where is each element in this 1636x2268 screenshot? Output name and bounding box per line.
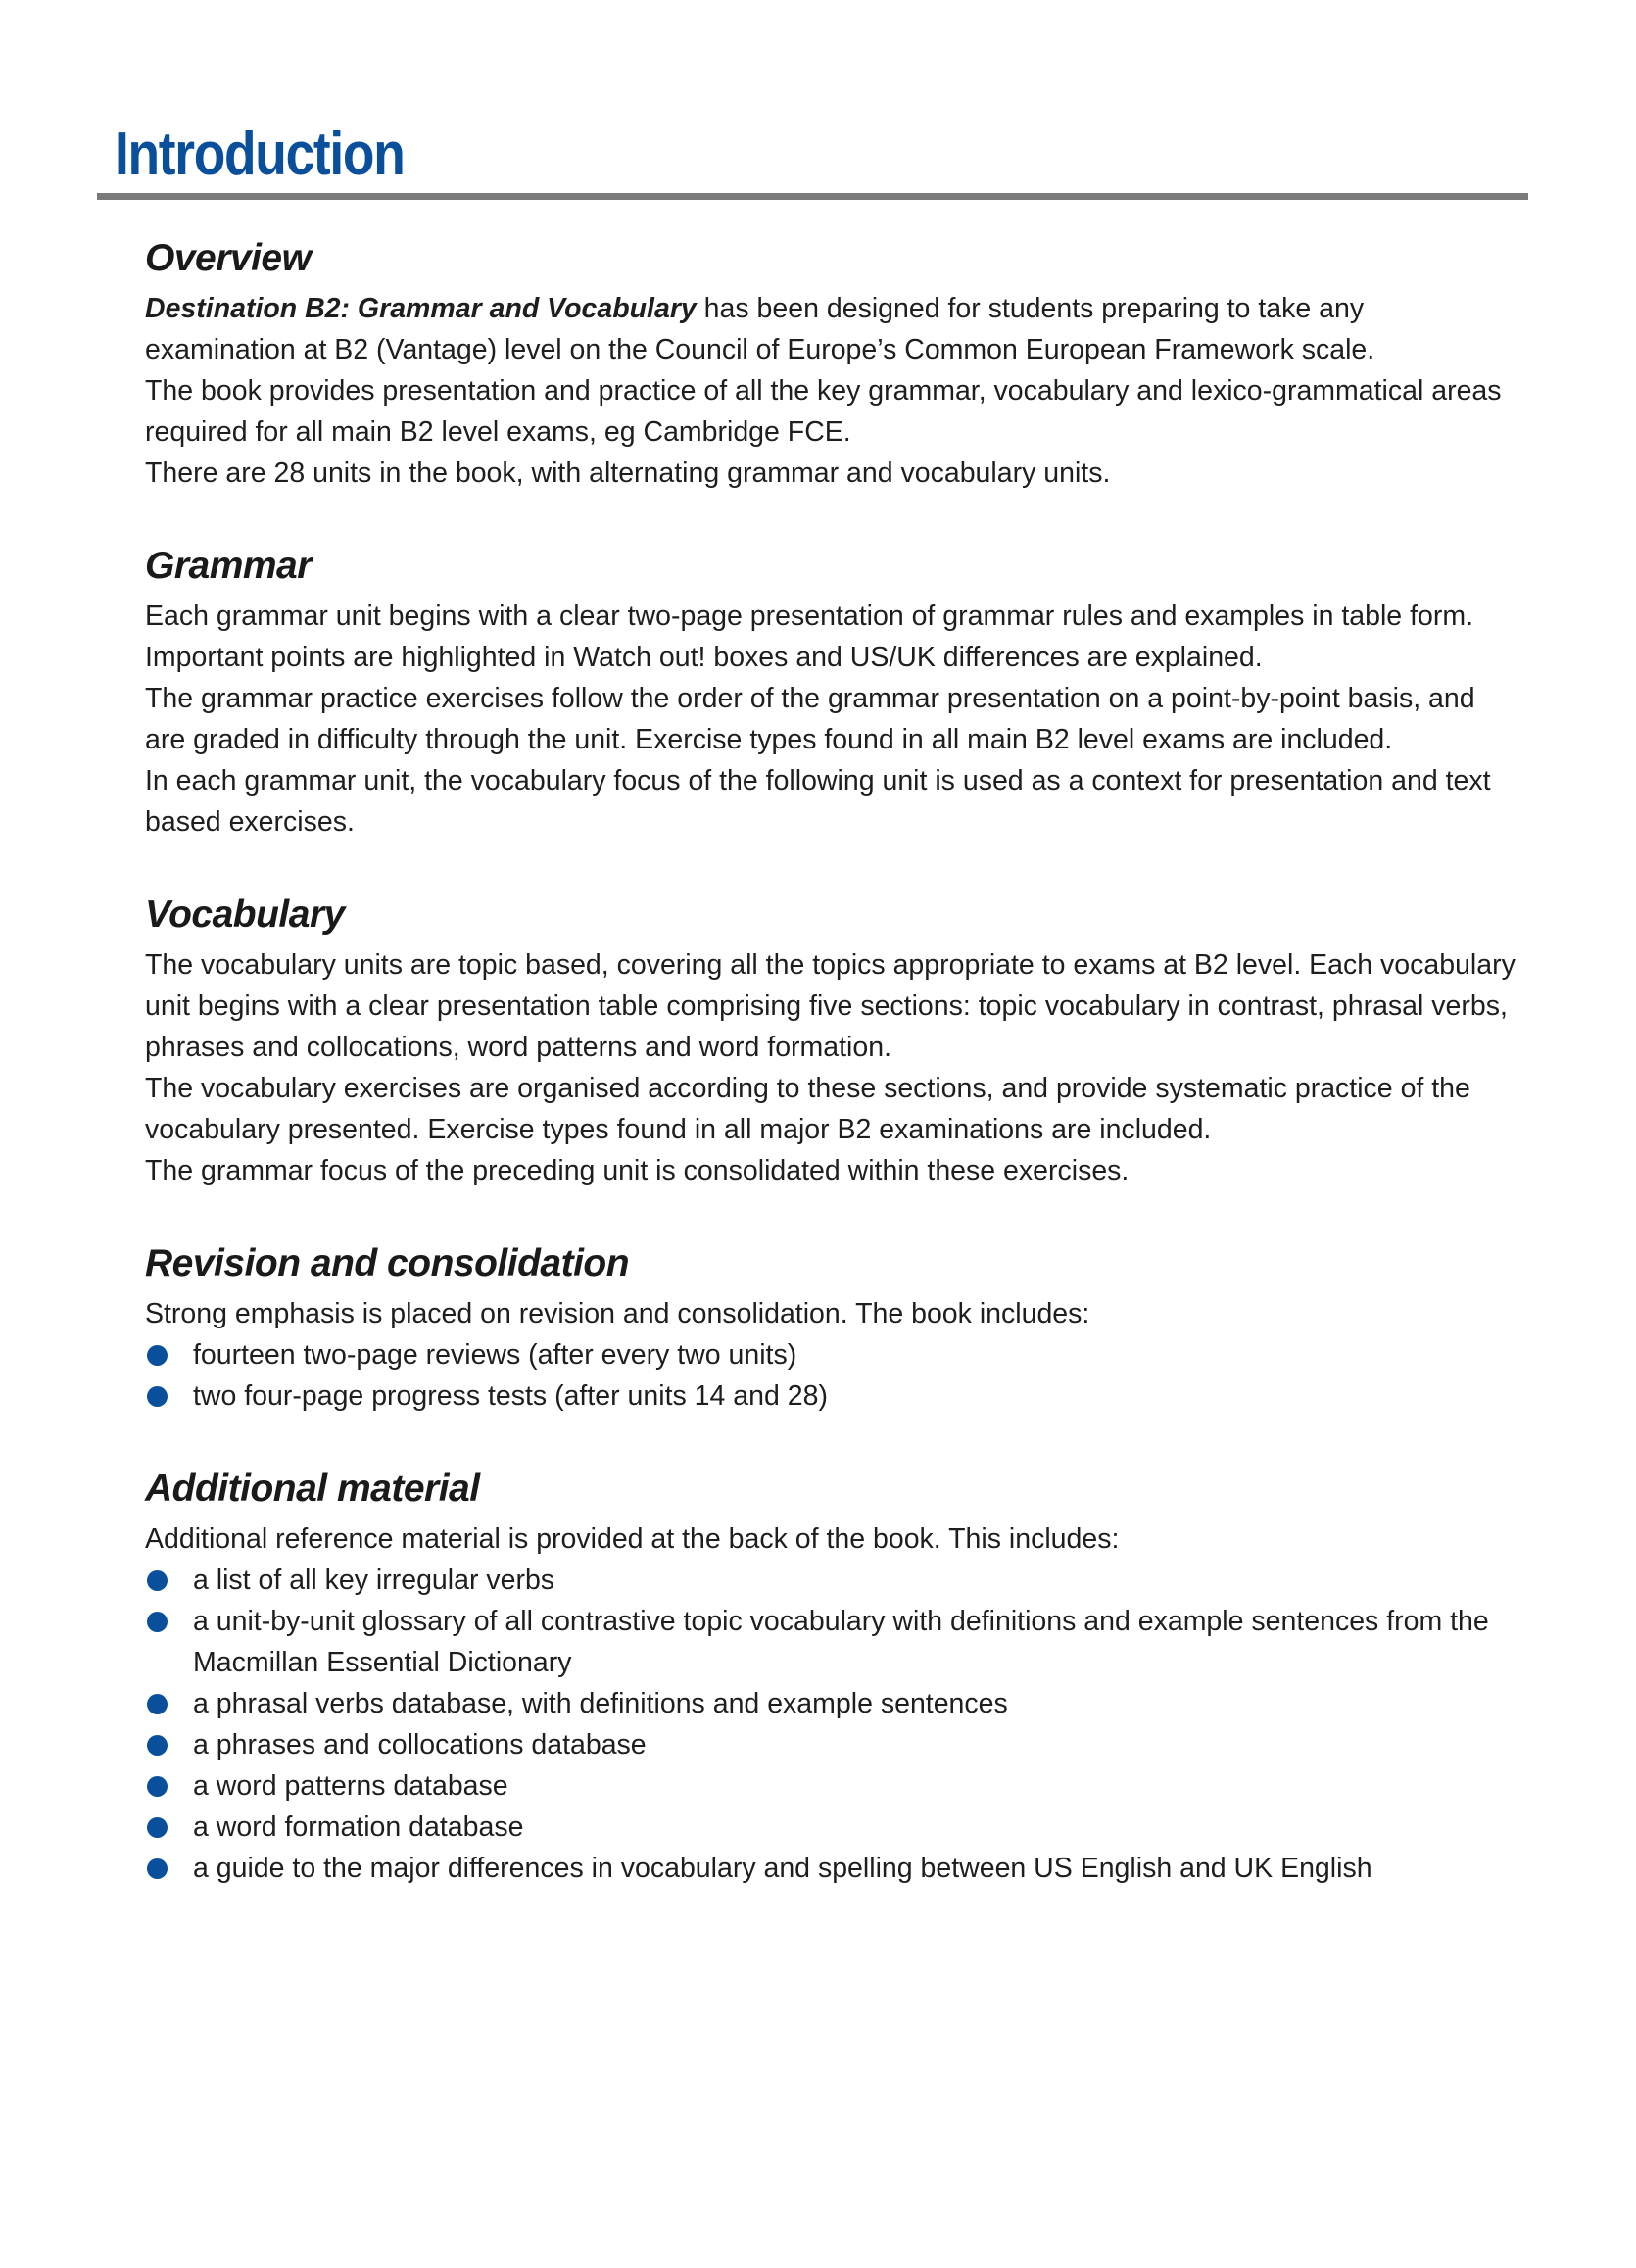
bullet-dot-icon	[147, 1858, 168, 1879]
bullet-dot-icon	[147, 1386, 168, 1407]
section-heading-additional-material: Additional material	[145, 1468, 480, 1510]
list-item: a phrasal verbs database, with definitions and example sentences	[145, 1683, 1516, 1724]
overview-paragraph-1	[145, 288, 1516, 370]
section-heading-overview: Overview	[145, 237, 312, 279]
bullet-dot-icon	[147, 1612, 168, 1632]
section-heading-grammar: Grammar	[145, 545, 312, 587]
additional-bullet-list	[145, 1560, 1516, 1889]
section-heading-vocabulary: Vocabulary	[145, 893, 345, 936]
section-grammar	[145, 541, 1516, 843]
list-item: a word formation database	[145, 1807, 1516, 1848]
list-item: two four-page progress tests (after units 14 and 28)	[145, 1375, 1516, 1417]
grammar-paragraph-3: In each grammar unit, the vocabulary focus of the following unit is used as a context for presentation and text based exercises.	[145, 765, 1491, 838]
vocabulary-paragraph-2: The vocabulary exercises are organised according to these sections, and provide systematic practice of the vocabulary presented. Exercise types found in all major B2 examinations are included.	[145, 1073, 1470, 1145]
vocabulary-paragraph-1: The vocabulary units are topic based, covering all the topics appropriate to exams at B2 level. Each vocabulary unit begins with a clear presentation table comprising five sections: topic vocabulary in contrast, phrasal verbs, phrases and collocations, word patterns and word formation.	[145, 949, 1516, 1063]
bullet-dot-icon	[147, 1570, 168, 1591]
list-item: a word patterns database	[145, 1765, 1516, 1807]
list-item: fourteen two-page reviews (after every two units)	[145, 1334, 1516, 1375]
overview-intro-text: has been designed for students preparing to take any examination at B2 (Vantage) level on the Council of Europe’s Common European Framework scale.	[145, 293, 1375, 365]
revision-intro: Strong emphasis is placed on revision and consolidation. The book includes:	[145, 1298, 1090, 1329]
book-title: Destination B2: Grammar and Vocabulary	[145, 293, 697, 324]
section-additional-material	[145, 1464, 1516, 1889]
grammar-paragraph-1: Each grammar unit begins with a clear two-page presentation of grammar rules and examples in table form. Important points are highlighted in Watch out! boxes and US/UK differences are explained.	[145, 601, 1473, 673]
grammar-paragraph-2: The grammar practice exercises follow the order of the grammar presentation on a point-by-point basis, and are graded in difficulty through the unit. Exercise types found in all main B2 level exams are included.	[145, 683, 1475, 755]
list-item: a unit-by-unit glossary of all contrastive topic vocabulary with definitions and example sentences from the Macmillan Essential Dictionary	[145, 1601, 1516, 1683]
revision-bullet-list	[145, 1334, 1516, 1417]
list-item: a list of all key irregular verbs	[145, 1560, 1516, 1601]
bullet-dot-icon	[147, 1694, 168, 1714]
section-heading-revision: Revision and consolidation	[145, 1242, 630, 1284]
bullet-dot-icon	[147, 1776, 168, 1797]
overview-paragraph-3: There are 28 units in the book, with alternating grammar and vocabulary units.	[145, 458, 1111, 489]
bullet-dot-icon	[147, 1735, 168, 1756]
vocabulary-paragraph-3: The grammar focus of the preceding unit is consolidated within these exercises.	[145, 1155, 1130, 1186]
section-revision	[145, 1238, 1516, 1417]
page-title: Introduction	[115, 121, 405, 188]
list-item: a guide to the major differences in vocabulary and spelling between US English and UK English	[145, 1848, 1516, 1889]
overview-paragraph-2: The book provides presentation and practice of all the key grammar, vocabulary and lexico-grammatical areas required for all main B2 level exams, eg Cambridge FCE.	[145, 375, 1502, 448]
bullet-dot-icon	[147, 1345, 168, 1366]
bullet-dot-icon	[147, 1817, 168, 1838]
section-overview	[145, 233, 1516, 494]
list-item: a phrases and collocations database	[145, 1724, 1516, 1765]
title-rule	[97, 193, 1528, 200]
section-vocabulary	[145, 890, 1516, 1191]
additional-intro: Additional reference material is provided at the back of the book. This includes:	[145, 1523, 1120, 1555]
page-content	[145, 233, 1516, 1936]
